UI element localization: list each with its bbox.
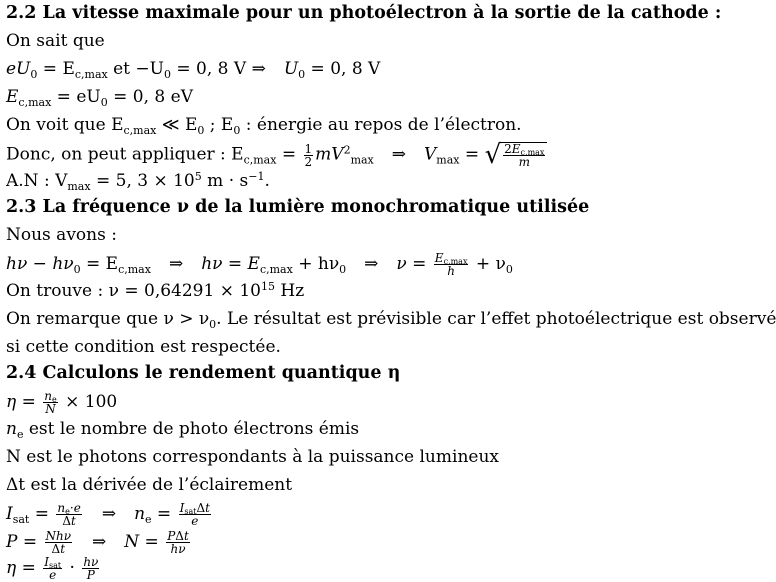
- section-heading-2-4: 2.4 Calculons le rendement quantique η: [6, 363, 401, 383]
- equation-vmax: Donc, on peut appliquer : $E_{c,max}$ = $\frac{1}{2}$ $mV^2_{max}$ ⇒ $V_{max}$ = √ $\frac{2E_{c,max}}{m}$: [6, 142, 547, 168]
- equation-power: P = $\frac{\text{Nhν}}{\Delta t}$ ⇒ N = $\frac{\text{PΔt}}{h\nu}$: [6, 529, 189, 556]
- equation-eta: η = $\frac{n_e}{N}$ × 100: [6, 389, 118, 416]
- text-ne-definition: $n_e$ est le nombre de photo électrons émis: [6, 419, 360, 441]
- fraction-half: $\frac{1}{2}$: [304, 141, 313, 169]
- section-heading-2-3: 2.3 La fréquence ν de la lumière monochromatique utilisée: [6, 197, 590, 217]
- text-dt-definition: Δt est la dérivée de l’éclairement: [6, 475, 293, 495]
- text-remarque-1: On remarque que $\nu > \nu_0$. Le résultat est prévisible car l’effet photoélectrique est observé: [6, 309, 776, 331]
- equation-frequency: $h\nu - h\nu_0 = E_{c,max}$ ⇒ $h\nu = E_{c,max} + h\nu_0$ ⇒ ν = $\frac{E_{c,max}}{h}$ + $\nu_0$: [6, 251, 513, 278]
- text-on-voit: On voit que $E_{c,max}$ ≪ $E_0$ ; $E_0$ : énergie au repos de l’électron.: [6, 115, 522, 137]
- section-heading-2-2: 2.2 La vitesse maximale pour un photoélectron à la sortie de la cathode :: [6, 3, 722, 23]
- text-nous-avons: Nous avons :: [6, 225, 117, 245]
- text-N-definition: N est le photons correspondants à la puissance lumineux: [6, 447, 499, 467]
- equation-eu0: $eU_0 = E_{c,max}$ et $-U_0 = 0$, 8 V ⇒ $U_0 = 0$, 8 V: [6, 59, 381, 81]
- numeric-application-vmax: A.N : $V_{max} = 5$, $3 \times 10^5$ $m \cdot s^{-1}$.: [6, 170, 270, 193]
- equation-eta-final: η = $\frac{I_{sat}}{e}$ · $\frac{h\nu}{P}$: [6, 555, 99, 582]
- text-on-trouve: On trouve : $\nu = 0,64291 \times 10^{15}$ Hz: [6, 280, 305, 301]
- equation-isat: $I_{sat}$ = $\frac{n_e\cdot e}{\Delta t}$ ⇒ $n_e$ = $\frac{I_{sat}\Delta t}{e}$: [6, 501, 210, 528]
- text-on-sait: On sait que: [6, 31, 105, 51]
- text-remarque-2: si cette condition est respectée.: [6, 337, 281, 357]
- square-root: √ $\frac{2E_{c,max}}{m}$: [485, 142, 548, 168]
- equation-ecmax: $E_{c,max} = eU_0 = 0$, 8 eV: [6, 87, 193, 109]
